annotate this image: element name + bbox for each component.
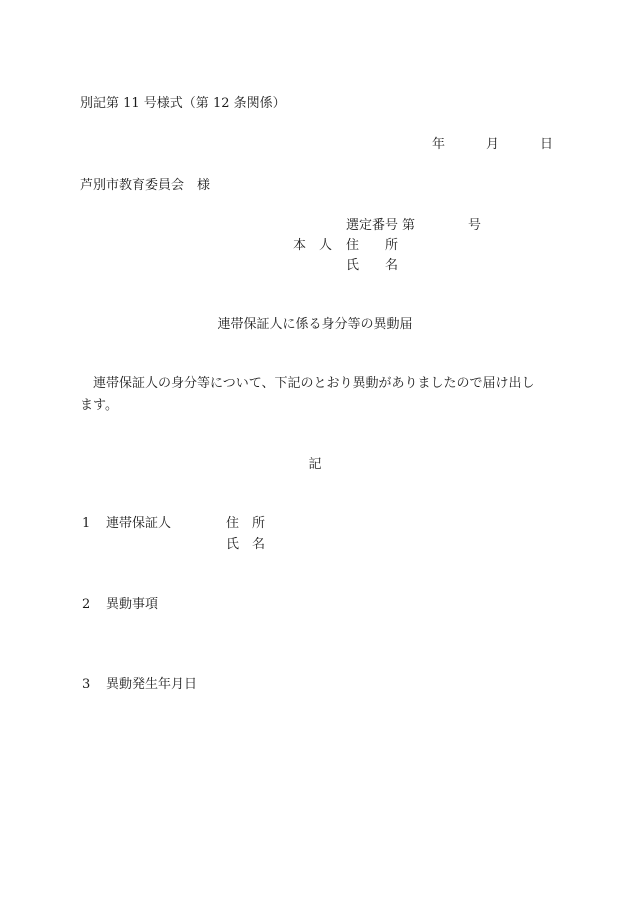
addressee: 芦別市教育委員会 様 [80, 178, 211, 193]
body-text-line-2: ます。 [80, 398, 118, 413]
document-title: 連帯保証人に係る身分等の異動届 [217, 317, 413, 332]
item-1-number: 1 [82, 516, 91, 531]
item-3-label: 異動発生年月日 [106, 677, 198, 692]
item-2-number: 2 [82, 597, 91, 612]
selection-number-dai: 第 [402, 218, 416, 233]
form-number: 別記第 11 号様式（第 12 条関係） [80, 96, 286, 111]
applicant-label: 本 人 [293, 238, 333, 253]
body-text-line-1: 連帯保証人の身分等について、下記のとおり異動がありましたので届け出し [93, 376, 535, 391]
item-1-label: 連帯保証人 [106, 516, 172, 531]
item-2-label: 異動事項 [106, 597, 159, 612]
selection-number-go: 号 [468, 218, 482, 233]
applicant-name-label: 氏 名 [346, 258, 399, 273]
guarantor-name-label: 氏 名 [226, 537, 266, 552]
date-day-label: 日 [540, 137, 554, 152]
date-month-label: 月 [486, 137, 500, 152]
applicant-address-label: 住 所 [346, 238, 399, 253]
item-3-number: 3 [82, 677, 91, 692]
selection-number-label: 選定番号 [346, 218, 399, 233]
guarantor-address-label: 住 所 [226, 516, 266, 531]
date-year-label: 年 [432, 137, 446, 152]
ki-heading: 記 [308, 457, 322, 472]
